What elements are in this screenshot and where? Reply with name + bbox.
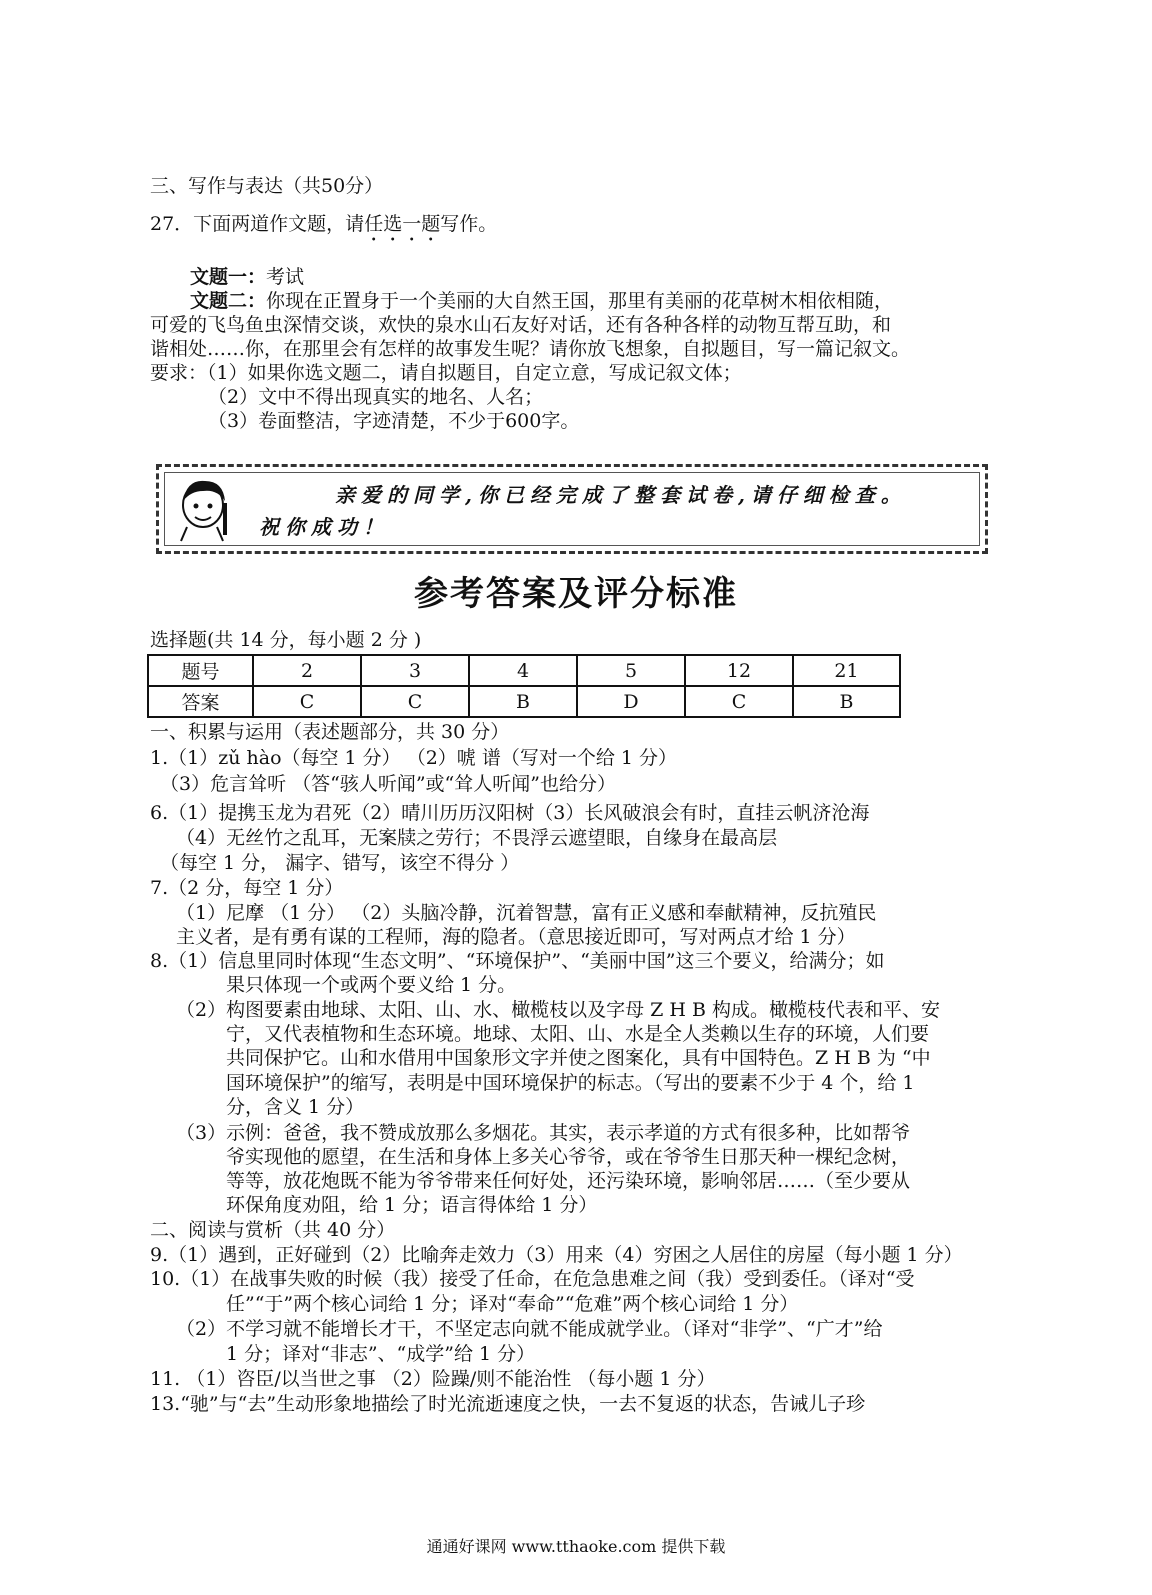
answer-line: 任”“于”两个核心词给 1 分；译对“奉命”“危难”两个核心词给 1 分）: [226, 1293, 799, 1315]
question-27: [150, 212, 497, 246]
banner-line2: 祝你成功！: [259, 515, 389, 539]
answer-cell: D: [577, 686, 685, 717]
part2-heading: 二、阅读与赏析（共 40 分）: [150, 1219, 396, 1241]
answer-line: 主义者，是有勇有谋的工程师，海的隐者。（意思接近即可，写对两点才给 1 分）: [176, 926, 856, 948]
answer-line: 7.（2 分，每空 1 分）: [150, 877, 344, 899]
answer-line: 环保角度劝阻，给 1 分；语言得体给 1 分）: [226, 1194, 598, 1216]
topic1-label: 文题一：: [190, 266, 267, 288]
answer-line: 共同保护它。山和水借用中国象形文字并使之图案化，具有中国特色。Z H B 为 “中: [226, 1047, 931, 1069]
row-label-answers: 答案: [148, 686, 253, 717]
answer-line: 等等，放花炮既不能为爷爷带来任何好处，还污染环境，影响邻居……（至少要从: [226, 1170, 911, 1192]
answer-cell: B: [469, 686, 577, 717]
answer-line: 1.（1）zǔ hào（每空 1 分） （2）唬 谱（写对一个给 1 分）: [150, 747, 678, 769]
row-label-questions: 题号: [148, 655, 253, 686]
topic2-label: 文题二：: [190, 290, 267, 312]
answer-line: 9.（1）遇到，正好碰到（2）比喻奔走效力（3）用来（4）穷困之人居住的房屋（每小题 1 分）: [150, 1244, 963, 1266]
topic2-line3: 谐相处……你，在那里会有怎样的故事发生呢？请你放飞想象，自拟题目，写一篇记叙文。: [150, 338, 911, 360]
topic2-line1: 你现在正置身于一个美丽的大自然王国，那里有美丽的花草树木相依相随，: [266, 290, 894, 312]
encouragement-banner: [156, 464, 988, 554]
question-cell: 21: [793, 655, 900, 686]
section3-heading: 三、写作与表达（共50分）: [150, 175, 384, 197]
topic1-text: 考试: [266, 266, 305, 288]
answer-cell: B: [793, 686, 900, 717]
question-cell: 5: [577, 655, 685, 686]
requirement-1: 要求：（1）如果你选文题二，请自拟题目，自定立意，写成记叙文体；: [150, 362, 742, 384]
answer-line: 分，含义 1 分）: [226, 1096, 365, 1118]
answer-cell: C: [253, 686, 361, 717]
answer-line: 国环境保护”的缩写，表明是中国环境保护的标志。（写出的要素不少于 4 个，给 1: [226, 1072, 915, 1094]
topic2: [190, 289, 893, 313]
answer-line: 宁，又代表植物和生态环境。地球、太阳、山、水是全人类赖以生存的环境，人们要: [226, 1023, 930, 1045]
question-cell: 12: [685, 655, 793, 686]
answer-line: （3）示例：爸爸，我不赞成放那么多烟花。其实，表示孝道的方式有很多种，比如帮爷: [176, 1122, 911, 1144]
answer-line: 6.（1）提携玉龙为君死（2）晴川历历汉阳树（3）长风破浪会有时，直挂云帆济沧海: [150, 802, 870, 824]
question-cell: 4: [469, 655, 577, 686]
answer-line: 爷实现他的愿望，在生活和身体上多关心爷爷，或在爷爷生日那天种一棵纪念树，: [226, 1146, 911, 1168]
answer-line: （每空 1 分， 漏字、错写，该空不得分 ）: [160, 852, 520, 874]
table-row-answers: [148, 686, 900, 717]
choice-heading: 选择题(共 14 分，每小题 2 分 ): [150, 629, 422, 651]
banner-line1: 亲爱的同学,你已经完成了整套试卷,请仔细检查。: [335, 483, 907, 507]
question-cell: 2: [253, 655, 361, 686]
q27-emphasis: 任选一题: [364, 213, 441, 235]
table-row-questions: [148, 655, 900, 686]
answer-line: 8.（1）信息里同时体现“生态文明”、“环境保护”、“美丽中国”这三个要义，给满分；如: [150, 950, 885, 972]
answers-title: 参考答案及评分标准: [414, 574, 738, 614]
part1-heading: 一、积累与运用（表述题部分，共 30 分）: [150, 721, 510, 743]
q27-prefix: 27．下面两道作文题，请: [150, 213, 365, 235]
q27-suffix: 写作。: [440, 213, 498, 235]
answer-line: 13.“驰”与“去”生动形象地描绘了时光流逝速度之快，一去不复返的状态，告诫儿子珍: [150, 1393, 866, 1415]
answer-cell: C: [685, 686, 793, 717]
page-footer: 通通好课网 www.tthaoke.com 提供下载: [426, 1537, 726, 1556]
answer-cell: C: [361, 686, 469, 717]
answer-line: 11. （1）咨臣/以当世之事 （2）险躁/则不能治性 （每小题 1 分）: [150, 1368, 716, 1390]
answer-line: 果只体现一个或两个要义给 1 分。: [226, 974, 517, 996]
student-cartoon-icon: [173, 473, 237, 543]
answer-table: [147, 654, 901, 718]
answer-line: （3）危言耸听 （答“骇人听闻”或“耸人听闻”也给分）: [160, 773, 616, 795]
answer-line: （2）不学习就不能增长才干，不坚定志向就不能成就学业。（译对“非学”、“广才”给: [176, 1318, 883, 1340]
requirement-2: （2）文中不得出现真实的地名、人名；: [208, 386, 544, 408]
answer-line: 1 分；译对“非志”、“成学”给 1 分）: [226, 1343, 536, 1365]
topic1: [190, 265, 304, 289]
topic2-line2: 可爱的飞鸟鱼虫深情交谈，欢快的泉水山石友好对话，还有各种各样的动物互帮互助，和: [150, 314, 892, 336]
answer-line: （1）尼摩 （1 分） （2）头脑冷静，沉着智慧，富有正义感和奉献精神，反抗殖民: [176, 902, 877, 924]
requirement-3: （3）卷面整洁，字迹清楚，不少于600字。: [208, 410, 580, 432]
answer-line: 10.（1）在战事失败的时候（我）接受了任命，在危急患难之间（我）受到委任。（译对“受: [150, 1268, 915, 1290]
answer-line: （4）无丝竹之乱耳，无案牍之劳行；不畏浮云遮望眼，自缘身在最高层: [176, 827, 778, 849]
question-cell: 3: [361, 655, 469, 686]
answer-line: （2）构图要素由地球、太阳、山、水、橄榄枝以及字母 Z H B 构成。橄榄枝代表和平、安: [176, 999, 940, 1021]
